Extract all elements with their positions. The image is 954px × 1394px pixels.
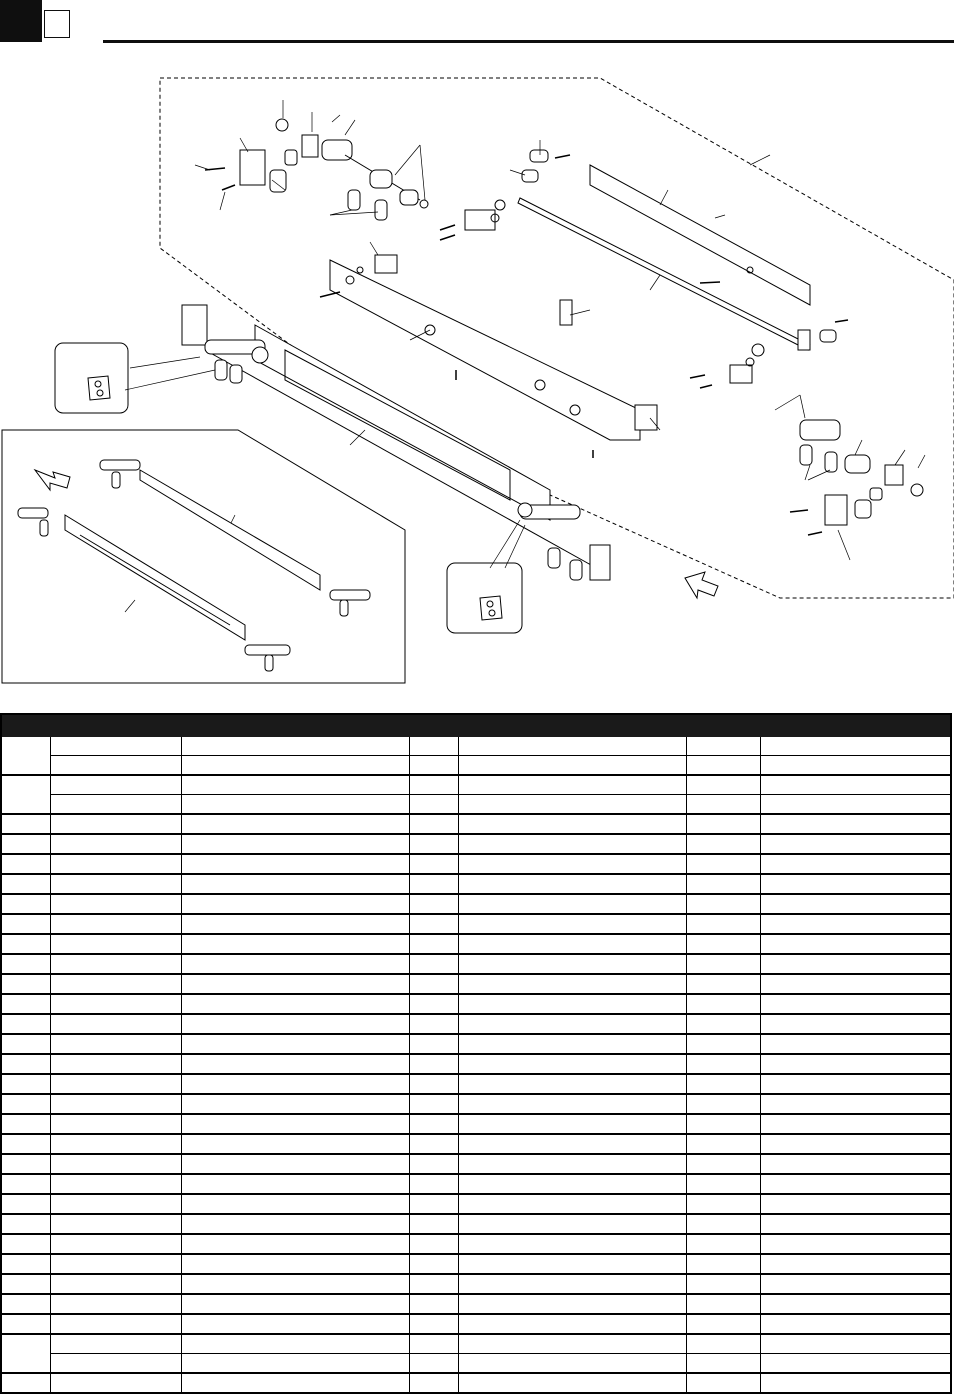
table-cell [458,1334,686,1354]
table-cell [458,1294,686,1314]
table-cell [181,737,409,756]
table-row [1,756,951,776]
table-cell [458,1314,686,1334]
table-cell [409,994,458,1014]
table-row [1,1274,951,1294]
ref-cell [1,1054,50,1074]
table-row [1,934,951,954]
table-cell [760,934,951,954]
table-cell [181,834,409,854]
table-cell [409,834,458,854]
table-cell [760,1314,951,1334]
table-cell [50,1174,181,1194]
table-cell [181,1174,409,1194]
table-cell [50,974,181,994]
table-cell [181,1274,409,1294]
table-row [1,1354,951,1374]
table-cell [181,1054,409,1074]
table-cell [686,1094,760,1114]
table-cell [409,1234,458,1254]
table-cell [409,1194,458,1214]
table-cell [686,795,760,815]
table-cell [760,1214,951,1234]
table-cell [686,1274,760,1294]
table-cell [458,795,686,815]
table-cell [760,795,951,815]
table-cell [760,914,951,934]
table-cell [181,1373,409,1393]
table-cell [409,1074,458,1094]
ref-cell [1,1314,50,1334]
table-cell [458,756,686,776]
ref-cell [1,974,50,994]
table-cell [50,1334,181,1354]
table-cell [760,1234,951,1254]
header-description [181,714,409,737]
table-cell [50,1234,181,1254]
table-row [1,1054,951,1074]
ref-cell [1,1373,50,1393]
parts-list-table [0,713,952,1394]
ref-cell [1,1094,50,1114]
table-cell [686,1034,760,1054]
table-row [1,1234,951,1254]
table-cell [181,1354,409,1374]
table-cell [458,1254,686,1274]
table-cell [686,1334,760,1354]
table-cell [458,1074,686,1094]
table-cell [50,1314,181,1334]
ref-cell [1,737,50,776]
table-cell [181,994,409,1014]
ref-cell [1,1174,50,1194]
table-cell [760,1354,951,1374]
table-cell [458,1014,686,1034]
table-row [1,854,951,874]
table-cell [458,1154,686,1174]
table-cell [409,1174,458,1194]
table-row [1,1114,951,1134]
table-cell [181,1134,409,1154]
table-cell [409,1274,458,1294]
header-note [760,714,951,737]
table-cell [50,1194,181,1214]
table-row [1,737,951,756]
table-cell [181,1114,409,1134]
header-ref [1,714,50,737]
table-cell [181,1094,409,1114]
table-cell [686,1154,760,1174]
table-cell [181,874,409,894]
table-cell [50,994,181,1014]
table-cell [760,1014,951,1034]
table-cell [760,974,951,994]
table-cell [760,1154,951,1174]
table-cell [409,1294,458,1314]
table-row [1,954,951,974]
table-cell [50,834,181,854]
table-cell [181,1034,409,1054]
table-cell [686,1354,760,1374]
table-cell [409,914,458,934]
table-cell [760,737,951,756]
table-cell [181,1334,409,1354]
ref-cell [1,954,50,974]
table-cell [760,1274,951,1294]
table-cell [760,894,951,914]
ref-cell [1,1034,50,1054]
table-cell [458,1274,686,1294]
table-cell [50,1094,181,1114]
table-cell [50,1014,181,1034]
table-cell [458,1134,686,1154]
table-cell [50,795,181,815]
table-cell [409,1373,458,1393]
table-cell [686,1373,760,1393]
table-cell [50,1373,181,1393]
table-cell [686,775,760,795]
upper-bar [590,165,810,305]
table-cell [181,1254,409,1274]
table-cell [760,1134,951,1154]
table-cell [760,1054,951,1074]
table-row [1,1034,951,1054]
table-cell [50,737,181,756]
table-cell [181,1214,409,1234]
inset-lower-rail [65,515,245,640]
ref-cell [1,854,50,874]
table-cell [686,737,760,756]
table-cell [50,934,181,954]
table-cell [50,1054,181,1074]
table-cell [686,854,760,874]
table-cell [50,1034,181,1054]
table-row [1,1334,951,1354]
table-cell [409,974,458,994]
ref-cell [1,1274,50,1294]
header-qty [409,714,458,737]
table-cell [760,1174,951,1194]
table-cell [409,1334,458,1354]
header-part-no [50,714,181,737]
table-cell [458,1214,686,1234]
table-cell [409,775,458,795]
table-cell [686,874,760,894]
table-row [1,775,951,795]
table-cell [686,1074,760,1094]
table-cell [686,1314,760,1334]
table-row [1,1074,951,1094]
left-bracket [182,305,207,345]
ref-cell [1,814,50,834]
ref-cell [1,1114,50,1134]
table-cell [181,775,409,795]
table-cell [50,814,181,834]
table-cell [760,1294,951,1314]
header-remarks [458,714,686,737]
ref-cell [1,1154,50,1174]
table-cell [181,914,409,934]
ref-cell [1,914,50,934]
table-cell [686,1174,760,1194]
table-cell [409,814,458,834]
table-cell [458,974,686,994]
insert-arrow-inset [35,470,70,490]
table-cell [458,814,686,834]
table-cell [50,894,181,914]
table-cell [686,1054,760,1074]
table-cell [409,1354,458,1374]
table-cell [686,834,760,854]
table-cell [458,894,686,914]
table-cell [409,1154,458,1174]
table-cell [409,1214,458,1234]
table-cell [760,954,951,974]
table-cell [409,1094,458,1114]
table-row [1,874,951,894]
section-number-box [44,10,70,38]
ref-cell [1,1134,50,1154]
table-cell [181,954,409,974]
table-cell [181,1234,409,1254]
table-cell [50,1254,181,1274]
table-cell [458,1054,686,1074]
table-cell [50,874,181,894]
ref-cell [1,1254,50,1274]
table-row [1,994,951,1014]
table-cell [50,1274,181,1294]
table-cell [458,874,686,894]
ref-cell [1,1294,50,1314]
table-cell [760,1373,951,1393]
ref-cell [1,834,50,854]
table-cell [458,934,686,954]
ref-cell [1,874,50,894]
table-row [1,974,951,994]
table-cell [181,1194,409,1214]
table-cell [686,756,760,776]
table-cell [409,737,458,756]
ref-cell [1,775,50,814]
table-row [1,1254,951,1274]
table-cell [458,954,686,974]
table-cell [686,914,760,934]
ref-cell [1,1074,50,1094]
table-row [1,795,951,815]
table-cell [686,1234,760,1254]
table-cell [760,1074,951,1094]
table-cell [458,994,686,1014]
table-cell [686,894,760,914]
header-rule [103,40,954,43]
table-header-row [1,714,951,737]
exploded-parts-diagram [0,60,954,690]
table-cell [50,854,181,874]
table-cell [50,914,181,934]
table-cell [760,1334,951,1354]
table-cell [409,934,458,954]
table-cell [50,1074,181,1094]
table-cell [686,1114,760,1134]
header-code [686,714,760,737]
table-cell [686,1214,760,1234]
table-row [1,894,951,914]
table-cell [760,854,951,874]
table-cell [458,834,686,854]
table-cell [50,1114,181,1134]
table-cell [181,894,409,914]
ref-cell [1,994,50,1014]
table-cell [458,1234,686,1254]
table-cell [409,1054,458,1074]
inset-frame [2,430,405,683]
ref-cell [1,894,50,914]
table-cell [760,834,951,854]
table-cell [458,1174,686,1194]
ref-cell [1,1014,50,1034]
table-cell [458,1373,686,1393]
table-cell [409,1114,458,1134]
table-cell [458,914,686,934]
section-marker-block [0,0,42,42]
table-cell [760,874,951,894]
table-cell [458,1094,686,1114]
table-cell [760,1034,951,1054]
table-cell [686,1294,760,1314]
table-cell [686,954,760,974]
table-cell [409,954,458,974]
table-cell [409,874,458,894]
table-cell [181,854,409,874]
table-cell [181,1014,409,1034]
table-cell [458,737,686,756]
table-cell [760,814,951,834]
table-cell [458,1114,686,1134]
table-cell [50,756,181,776]
table-cell [181,1074,409,1094]
table-cell [409,894,458,914]
table-cell [458,854,686,874]
table-row [1,1014,951,1034]
table-row [1,1314,951,1334]
table-cell [181,934,409,954]
table-row [1,1174,951,1194]
table-cell [409,756,458,776]
table-cell [686,1194,760,1214]
table-cell [458,1034,686,1054]
table-cell [760,756,951,776]
table-row [1,914,951,934]
table-cell [50,775,181,795]
table-cell [181,756,409,776]
table-row [1,1154,951,1174]
table-cell [686,814,760,834]
table-cell [50,954,181,974]
table-cell [50,1294,181,1314]
table-cell [760,775,951,795]
table-cell [686,1014,760,1034]
table-row [1,1373,951,1393]
table-row [1,814,951,834]
table-cell [409,1254,458,1274]
table-cell [686,994,760,1014]
table-cell [760,1094,951,1114]
table-row [1,1094,951,1114]
insert-arrow-main [685,572,718,598]
table-cell [760,1114,951,1134]
table-row [1,834,951,854]
ref-cell [1,1334,50,1373]
table-cell [686,974,760,994]
table-cell [181,1314,409,1334]
table-cell [760,994,951,1014]
table-cell [760,1194,951,1214]
table-cell [458,1354,686,1374]
table-cell [409,1034,458,1054]
table-cell [760,1254,951,1274]
table-cell [409,795,458,815]
table-cell [181,795,409,815]
table-row [1,1134,951,1154]
table-body [1,737,951,1394]
table-row [1,1294,951,1314]
table-row [1,1194,951,1214]
table-cell [686,934,760,954]
ref-cell [1,934,50,954]
ref-cell [1,1234,50,1254]
table-cell [50,1134,181,1154]
table-cell [181,974,409,994]
table-cell [458,775,686,795]
ref-cell [1,1194,50,1214]
table-cell [181,1294,409,1314]
table-cell [686,1134,760,1154]
table-cell [181,1154,409,1174]
table-cell [50,1214,181,1234]
table-cell [458,1194,686,1214]
table-cell [409,1314,458,1334]
table-cell [409,854,458,874]
table-cell [50,1354,181,1374]
table-cell [409,1134,458,1154]
table-cell [181,814,409,834]
table-row [1,1214,951,1234]
table-cell [686,1254,760,1274]
table-cell [50,1154,181,1174]
table-cell [409,1014,458,1034]
inset-upper-plate [140,470,320,590]
ref-cell [1,1214,50,1234]
